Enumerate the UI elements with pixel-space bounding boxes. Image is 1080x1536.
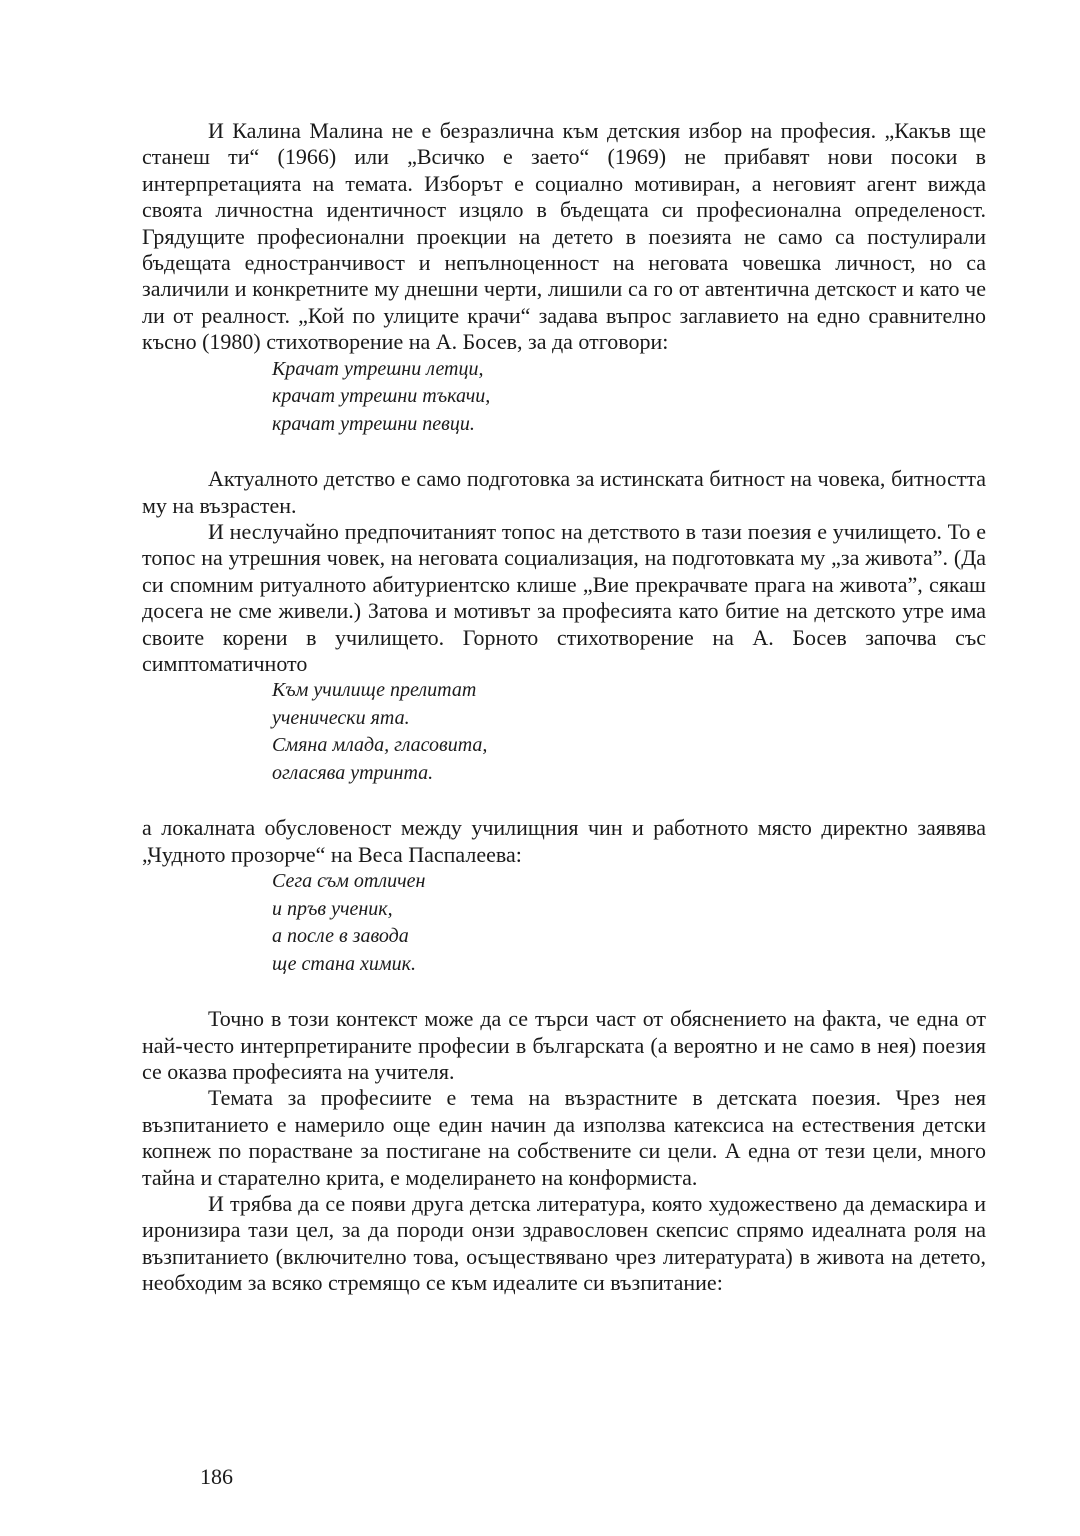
verse-block-1 <box>272 356 986 439</box>
page-number: 186 <box>200 1464 233 1489</box>
verse-line: ще стана химик. <box>272 952 416 975</box>
verse-block-2 <box>272 677 986 787</box>
spacer <box>142 978 986 1006</box>
verse-line: крачат утрешни певци. <box>272 412 475 435</box>
verse-line: огласява утринта. <box>272 761 434 784</box>
verse-block-3 <box>272 868 986 978</box>
paragraph-2: Актуалното детство е само подготовка за истинската битност на човека, битността му на възрастен. <box>142 466 986 518</box>
paragraph-4: а локалната обусловеност между училищния чин и работното място директно заявява „Чудното прозорче“ на Веса Паспалеева: <box>142 815 986 867</box>
spacer <box>142 438 986 466</box>
document-page <box>142 118 986 1297</box>
verse-line: Смяна млада, гласовита, <box>272 734 488 757</box>
verse-line: а после в завода <box>272 925 409 948</box>
paragraph-7: И трябва да се появи друга детска литература, която художествено да демаскира и иронизира тази цел, за да породи онзи здравословен скепсис спрямо идеалната роля на възпитанието (включително това, осъществявано чрез литературата) в живота на детето, необходим за всяко стремящо се към идеалите си възпитание: <box>142 1191 986 1296</box>
verse-line: крачат утрешни тъкачи, <box>272 385 491 408</box>
spacer <box>142 787 986 815</box>
verse-line: и пръв ученик, <box>272 897 393 920</box>
paragraph-1: И Калина Малина не е безразлична към детския избор на професия. „Какъв ще станеш ти“ (1966) или „Всичко е заето“ (1969) не прибавят нови посоки в интерпретацията на темата. Изборът е социално мотивиран, а неговият агент вижда своята личностна идентичност изцяло в бъдещата си професионална определеност. Грядущите професионални проекции на детето в поезията не само са постулирали бъдещата едностранчивост и непълноценност на неговата човешка личност, но са заличили и конкретните му днешни черти, лишили са го от автентична детскост и като че ли от реалност. „Кой по улиците крачи“ задава въпрос заглавието на едно сравнително късно (1980) стихотворение на А. Босев, за да отговори: <box>142 118 986 355</box>
paragraph-5: Точно в този контекст може да се търси част от обяснението на факта, че една от най-често интерпретираните професии в българската (а вероятно и не само в нея) поезия се оказва професията на учителя. <box>142 1006 986 1085</box>
verse-line: Към училище прелитат <box>272 679 477 702</box>
verse-line: Крачат утрешни летци, <box>272 357 484 380</box>
verse-line: Сега съм отличен <box>272 870 426 893</box>
paragraph-6: Темата за професиите е тема на възрастните в детската поезия. Чрез нея възпитанието е намерило още един начин да използва катексиса на естествения детски копнеж по порастване за постигане на собствените си цели. А една от тези цели, много тайна и старателно крита, е моделирането на конформиста. <box>142 1085 986 1190</box>
verse-line: ученически ята. <box>272 706 410 729</box>
paragraph-3: И неслучайно предпочитаният топос на детството в тази поезия е училището. То е топос на утрешния човек, на неговата социализация, на подготовката му „за живота”. (Да си спомним ритуалното абитуриентско клише „Вие прекрачвате прага на живота”, сякаш досега не сме живели.) Затова и мотивът за професията като битие на детското утре има своите корени в училището. Горното стихотворение на А. Босев започва със симптоматичното <box>142 518 986 676</box>
